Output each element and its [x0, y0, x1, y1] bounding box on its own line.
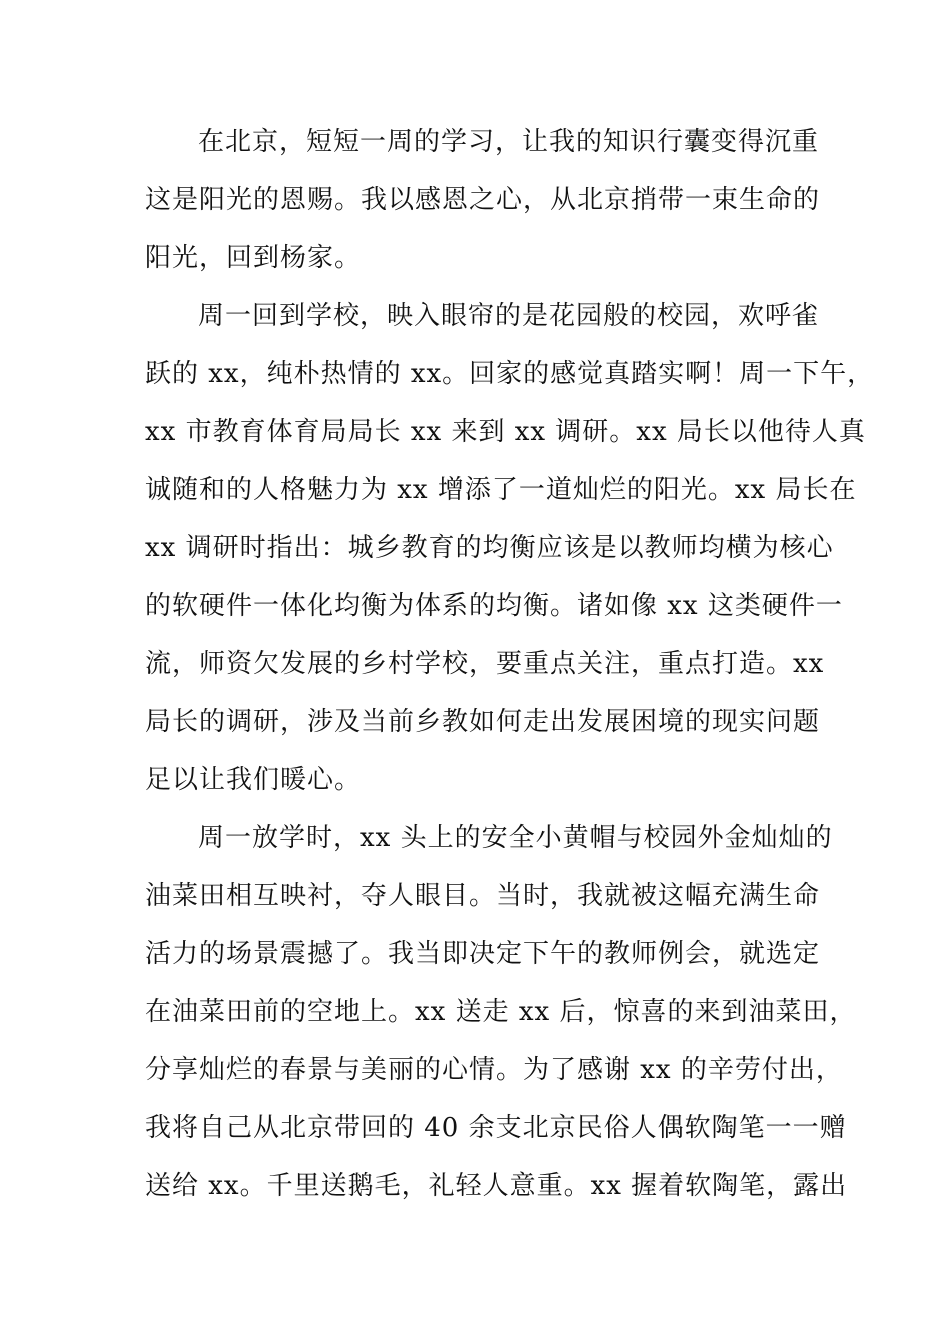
text-line: 局长的调研，涉及当前乡教如何走出发展困境的现实问题: [145, 707, 821, 737]
text-line: 跃的 xx，纯朴热情的 xx。回家的感觉真踏实啊！周一下午，: [145, 359, 875, 389]
text-line: 我将自己从北京带回的 40 余支北京民俗人偶软陶笔一一赠: [145, 1113, 847, 1143]
text-line: 油菜田相互映衬，夺人眼目。当时，我就被这幅充满生命: [145, 881, 821, 911]
text-line: 诚随和的人格魅力为 xx 增添了一道灿烂的阳光。xx 局长在: [145, 475, 857, 505]
text-line: 流，师资欠发展的乡村学校，要重点关注，重点打造。xx: [145, 649, 825, 679]
text-line: 足以让我们暖心。: [145, 765, 362, 795]
text-line: 活力的场景震撼了。我当即决定下午的教师例会，就选定: [145, 939, 821, 969]
text-line: 这是阳光的恩赐。我以感恩之心，从北京捎带一束生命的: [145, 185, 821, 215]
text-line: xx 市教育体育局局长 xx 来到 xx 调研。xx 局长以他待人真: [145, 417, 866, 447]
text-line: 阳光，回到杨家。: [145, 243, 362, 273]
text-line: 周一放学时，xx 头上的安全小黄帽与校园外金灿灿的: [198, 823, 833, 853]
text-line: xx 调研时指出：城乡教育的均衡应该是以教师均横为核心: [145, 533, 834, 563]
text-line: 周一回到学校，映入眼帘的是花园般的校园，欢呼雀: [198, 301, 820, 331]
text-line: 在油菜田前的空地上。xx 送走 xx 后，惊喜的来到油菜田，: [145, 997, 857, 1027]
text-line: 的软硬件一体化均衡为体系的均衡。诸如像 xx 这类硬件一: [145, 591, 843, 621]
text-line: 在北京，短短一周的学习，让我的知识行囊变得沉重: [198, 127, 820, 157]
text-line: 送给 xx。千里送鹅毛，礼轻人意重。xx 握着软陶笔，露出: [145, 1171, 848, 1201]
text-line: 分享灿烂的春景与美丽的心情。为了感谢 xx 的辛劳付出，: [145, 1055, 843, 1085]
